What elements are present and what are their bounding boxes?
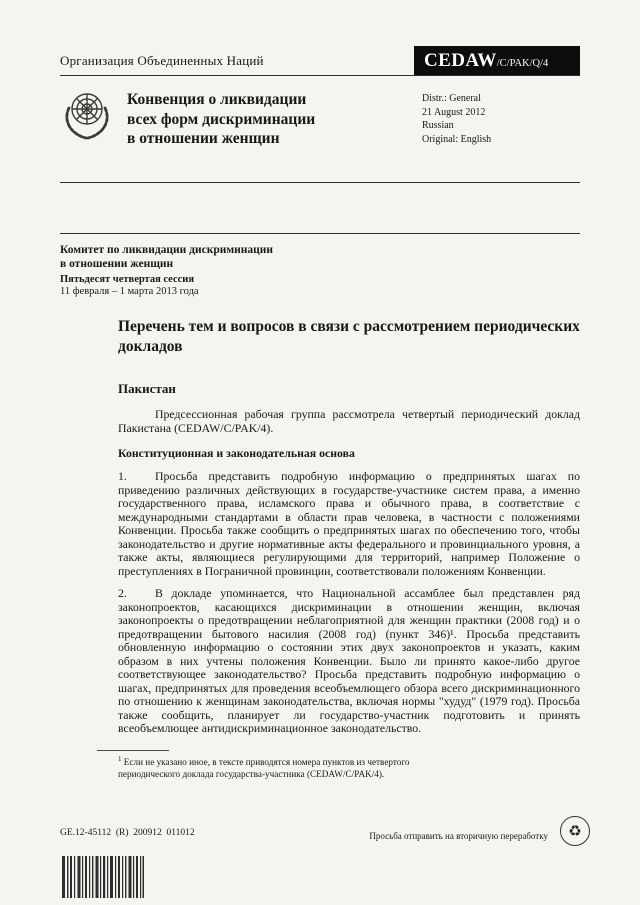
document-id: GE.12-45112 (R) 200912 011012 [60,828,195,838]
committee-block [60,243,580,297]
section-heading: Конституционная и законодательная основа [118,446,355,461]
paragraph-2 [118,587,580,736]
footnote-body: Если не указано иное, в тексте приводятся номера пунктов из четвертого периодического доклада государства-участника (CEDAW/C/PAK/4). [118,756,410,779]
paragraph-2-number: 2. [118,586,127,601]
committee-name-line-2: в отношении женщин [60,258,174,271]
committee-name [60,243,580,271]
doc-symbol-suffix: /C/PAK/Q/4 [496,58,549,69]
footnote-marker: 1 [118,754,122,763]
paragraph-1 [118,470,580,578]
intro-paragraph: Предсессионная рабочая группа рассмотрела четвертый периодический доклад Пакистана (CEDAW/C/PAK/4). [118,407,580,435]
divider-bottom [60,233,580,234]
document-title: Перечень тем и вопросов в связи с рассмотрением периодических докладов [118,318,580,356]
recycle-note: Просьба отправить на вторичную переработку [369,831,548,841]
distr-line-general: Distr.: General [422,93,481,104]
convention-title [127,88,365,154]
footnote-block [118,750,580,781]
org-name: Организация Объединенных Наций [60,53,264,68]
divider-top [60,182,580,183]
footnote-divider [97,750,169,751]
doc-symbol-brand: CEDAW [424,50,497,71]
distr-line-original: Original: English [422,133,492,145]
doc-symbol-box [414,46,580,75]
barcode [62,856,144,898]
recycle-icon: ♻ [560,816,590,846]
un-emblem-icon [60,88,114,144]
convention-title-line-2: всех форм дискриминации [127,110,316,128]
distribution-block [422,88,580,154]
main-content [118,317,580,781]
paragraph-2-text: В докладе упоминается, что Национальной ассамблее был представлен ряд законопроектов, касающихся дискриминации в отношении женщин, включая законопроекты о предотвращении неблагоприятной для женщин практики (2008 год) и о предотвращении бытового насилия (2008 год) (пункт 346)¹. Просьба представить обновленную информацию о состоянии этих двух законопроектов и указать, каким образом в них учтены положения Конвенции. Было ли принято какое-либо другое соответствующее законодательство? Просьба представить подробную информацию о шагах, предпринятых для проведения всеобъемлющего обзора всего дискриминационного по отношению к женщинам законодательства, включая нормы "худуд" (1979 год). Просьба также сообщить, планирует ли государство-участник подготовить и принять всеобъемлющее антидискриминационное законодательство. [118,586,580,736]
distr-line-date: 21 August 2012 [422,106,486,118]
distr-line-language: Russian [422,120,454,131]
masthead [60,88,580,154]
committee-name-line-1: Комитет по ликвидации дискриминации [60,244,274,256]
convention-title-line-1: Конвенция о ликвидации [127,91,307,108]
paragraph-1-number: 1. [118,469,127,484]
session-title: Пятьдесят четвертая сессия [60,274,195,286]
session-dates: 11 февраля – 1 марта 2013 года [60,286,199,298]
footnote [118,755,450,781]
paragraph-1-text: Просьба представить подробную информацию о предпринятых шагах по приведению различных действующих в государстве-участнике систем права, а именно государственного права, исламского права и обычного права, в соответствие с международными стандартами в области прав человека, в частности с положениями Конвенции. Просьба также сообщить о предпринятых шагах по обеспечению того, чтобы законодательство и другие нормативные акты федерального и провинциального уровня, а также акты, являющиеся регулирующими для территорий, например Положение о преступлениях в Пограничной провинции, соответствовали положениям Конвенции. [118,469,580,578]
convention-title-line-3: в отношении женщин [127,130,280,148]
document-header [60,0,580,76]
country-heading: Пакистан [118,381,176,397]
